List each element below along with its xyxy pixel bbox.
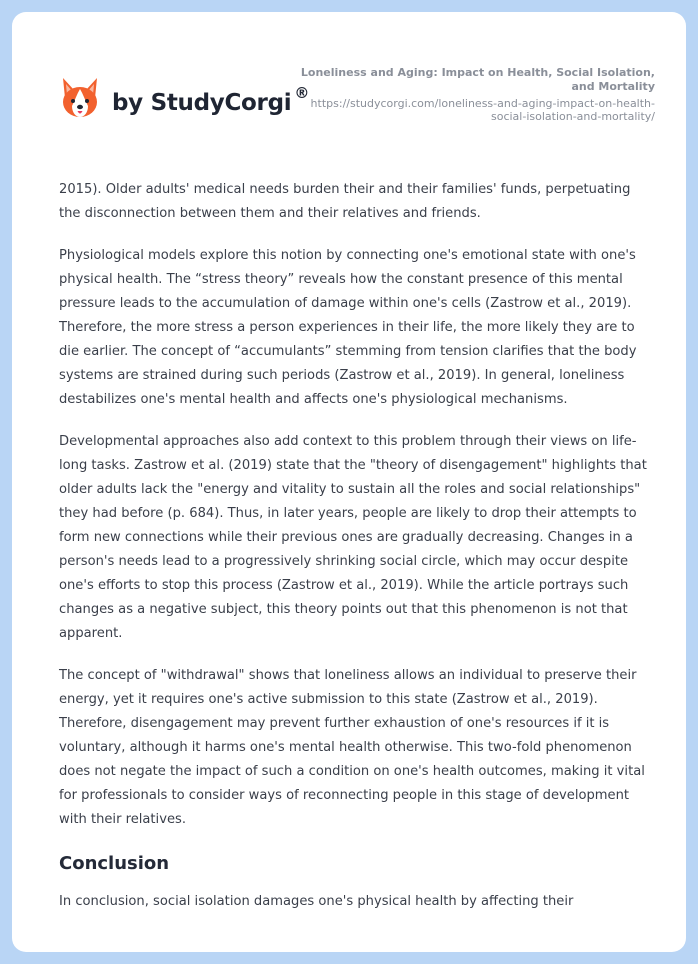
corgi-icon [60, 76, 100, 122]
document-title: Loneliness and Aging: Impact on Health, Social Isolation, and Mortality [300, 66, 655, 93]
brand-name: by StudyCorgi [112, 90, 292, 116]
section-heading: Conclusion [59, 853, 170, 874]
paragraph: The concept of "withdrawal" shows that loneliness allows an individual to preserve their energy, yet it requires one's active submission to this state (Zastrow et al., 2019). Therefore, disengagement may prevent further exhaustion of one's resources if it is voluntary, although it harms one's mental health otherwise. This two-fold phenomenon does not negate the impact of such a condition on one's health outcomes, making it vital for professionals to consider ways of reconnecting people in this stage of development with their relatives. [59, 668, 645, 827]
registered-mark: ® [294, 84, 310, 102]
paragraph: Physiological models explore this notion by connecting one's emotional state with one's physical health. The “stress theory” reveals how the constant presence of this mental pressure leads to the accumulation of damage within one's cells (Zastrow et al., 2019). Therefore, the more stress a person experiences in their life, the more likely they are to die earlier. The concept of “accumulants” stemming from tension clarifies that the body systems are strained during such periods (Zastrow et al., 2019). In general, loneliness destabilizes one's mental health and affects one's physiological mechanisms. [59, 248, 637, 407]
paragraph: Developmental approaches also add context to this problem through their views on life-long tasks. Zastrow et al. (2019) state that the "theory of disengagement" highlights that older adults lack the "energy and vitality to sustain all the roles and social relationships" they had before (p. 684). Thus, in later years, people are likely to drop their attempts to form new connections while their previous ones are gradually decreasing. Changes in a person's needs lead to a progressively shrinking social circle, which may occur despite one's efforts to stop this process (Zastrow et al., 2019). While the article portrays such changes as a negative subject, this theory points out that this phenomenon is not that apparent. [59, 434, 647, 641]
document-page [12, 12, 686, 952]
document-url[interactable]: https://studycorgi.com/loneliness-and-aging-impact-on-health-social-isolation-and-mortality/ [310, 97, 655, 123]
page-header [12, 12, 686, 162]
studycorgi-logo[interactable] [60, 76, 309, 122]
document-body [59, 178, 656, 932]
paragraph: 2015). Older adults' medical needs burden their and their families' funds, perpetuating the disconnection between them and their relatives and friends. [59, 182, 631, 221]
document-meta [295, 66, 655, 123]
paragraph: In conclusion, social isolation damages one's physical health by affecting their [59, 894, 574, 909]
